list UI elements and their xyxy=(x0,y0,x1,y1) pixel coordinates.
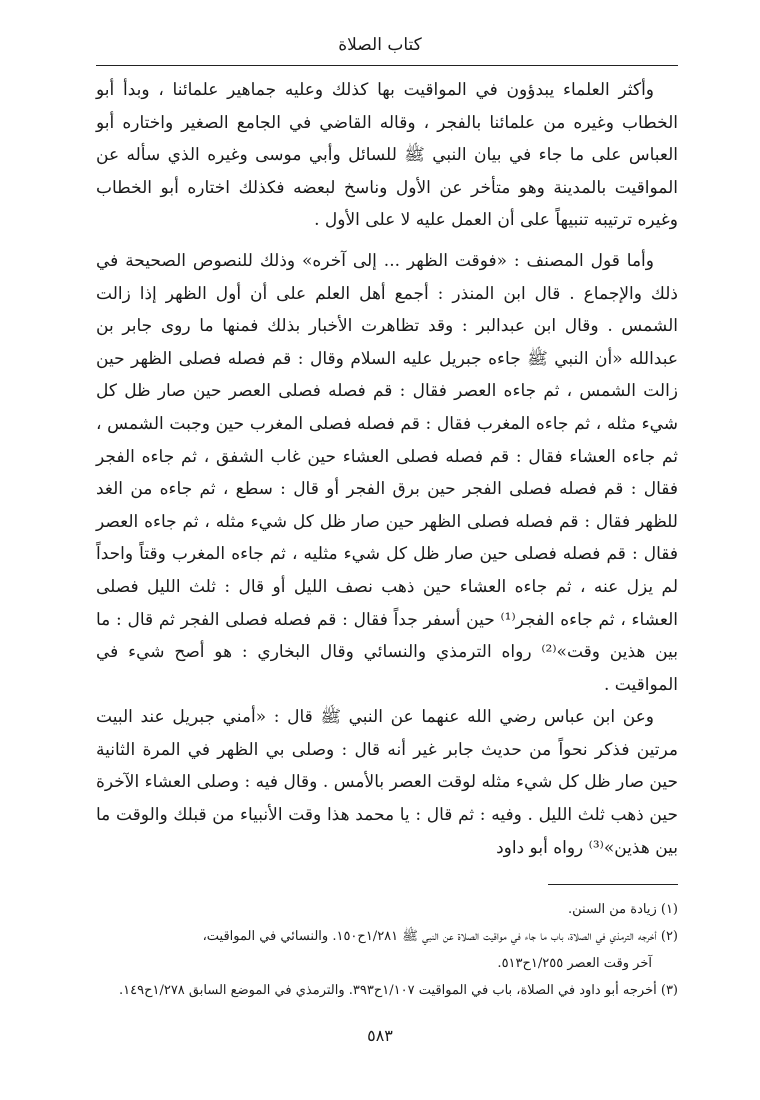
header-rule xyxy=(96,65,678,66)
footnotes xyxy=(96,896,678,1004)
running-header: كتاب الصلاة xyxy=(338,35,422,55)
page-number: ٥٨٣ xyxy=(367,1026,393,1045)
footnote-continuation: آخر وقت العصر ١/٢٥٥ح٥١٣. xyxy=(497,956,652,971)
paragraph: وأما قول المصنف : «فوقت الظهر ... إلى آخره» وذلك للنصوص الصحيحة في ذلك والإجماع . قال ابن المنذر : أجمع أهل العلم على أن أول الظهر إذا زالت الشمس . وقال ابن عبدالبر : وقد تظاهرت الأخبار بذلك فمنها ما روى جابر بن عبدالله «أن النبي ﷺ جاءه جبريل عليه السلام وقال : قم فصله فصلى الظهر حين زالت الشمس ، ثم جاءه العصر فقال : قم فصله فصلى العصر حين صار ظل كل شيء مثله ، ثم جاءه المغرب فقال : قم فصله فصلى المغرب حين وجبت الشمس ، ثم جاءه العشاء فقال : قم فصله فصلى العشاء حين غاب الشفق ، ثم جاءه الفجر فقال : قم فصله فصلى الفجر حين برق الفجر أو قال : سطع ، ثم جاءه من الغد للظهر فقال : قم فصله فصلى الظهر حين صار ظل كل شيء مثله ، ثم جاءه العصر فقال : قم فصله فصلى حين صار ظل كل شيء مثليه ، ثم جاءه المغرب وقتاً واحداً لم يزل عنه ، ثم جاءه العشاء حين ذهب نصف الليل أو قال : ثلث الليل فصلى العشاء ، ثم جاءه الفجر⁽¹⁾ حين أسفر جداً فقال : قم فصله فصلى الفجر ثم قال : ما بين هذين وقت»⁽²⁾ رواه الترمذي والنسائي وقال البخاري : هو أصح شيء في المواقيت . xyxy=(96,250,678,695)
paragraph: وأكثر العلماء يبدؤون في المواقيت بها كذلك وعليه جماهير علمائنا ، وبدأ أبو الخطاب وغيره من علمائنا بالفجر ، وقاله القاضي في الجامع الصغير واختاره أبو العباس على ما جاء في بيان النبي ﷺ للسائل وأبي موسى وغيره الذي سأله عن المواقيت بالمدينة وهو متأخر عن الأول وناسخ لبعضه فكذلك اختاره أبو الخطاب وغيره ترتيبه تنبيهاً على أن العمل عليه لا على الأول . xyxy=(96,80,678,231)
footnote: (١) زيادة من السنن. xyxy=(568,902,678,917)
footnote: (٣) أخرجه أبو داود في الصلاة، باب في المواقيت ١/١٠٧ح٣٩٣. والترمذي في الموضع السابق ١/٢٧٨ح١٤٩. xyxy=(118,983,678,998)
footnote: (٢) أخرجه الترمذي في الصلاة، باب ما جاء في مواقيت الصلاة عن النبي ﷺ ١/٢٨١ح١٥٠. والنسائي في المواقيت، xyxy=(202,929,678,944)
main-text xyxy=(96,74,678,864)
footnote-rule xyxy=(548,884,678,885)
paragraph: وعن ابن عباس رضي الله عنهما عن النبي ﷺ قال : «أمني جبريل عند البيت مرتين فذكر نحواً من حديث جابر غير أنه قال : وصلى بي الظهر في المرة الثانية حين صار ظل كل شيء مثله لوقت العصر بالأمس . وقال فيه : وصلى العشاء الآخرة حين ذهب ثلث الليل . وفيه : ثم قال : يا محمد هذا وقت الأنبياء من قبلك والوقت ما بين هذين»⁽³⁾ رواه أبو داود xyxy=(96,707,678,858)
